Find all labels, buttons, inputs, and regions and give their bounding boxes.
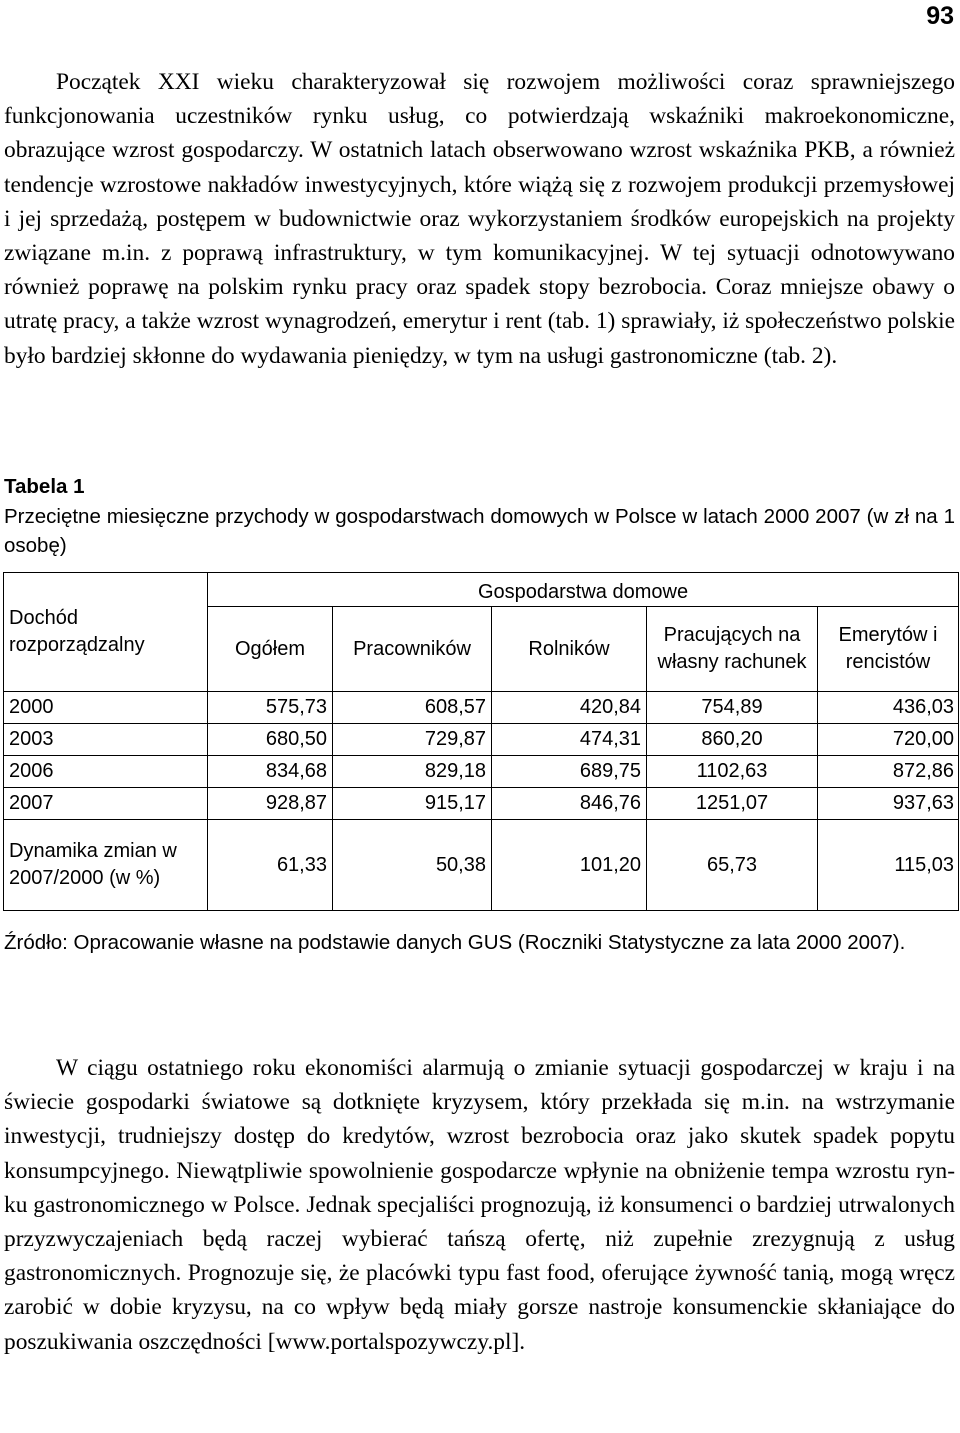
dynamics-row [4, 820, 959, 911]
header-income: Dochód rozporządzalny [9, 607, 145, 656]
table-cell: 937,63 [818, 788, 959, 820]
table-row [4, 788, 959, 820]
column-header: Pracowników [333, 607, 492, 692]
table-cell: 754,89 [647, 692, 818, 724]
table-cell: 50,38 [333, 820, 492, 911]
table-cell: 65,73 [647, 820, 818, 911]
row-label: 2007 [4, 788, 208, 820]
table-cell: 115,03 [818, 820, 959, 911]
table-cell: 101,20 [492, 820, 647, 911]
table-cell: 474,31 [492, 724, 647, 756]
table-cell: 928,87 [208, 788, 333, 820]
table-cell: 689,75 [492, 756, 647, 788]
table-cell: 608,57 [333, 692, 492, 724]
table-label: Tabela 1 [4, 475, 85, 498]
header-income-cell [4, 573, 208, 692]
table-cell: 1251,07 [647, 788, 818, 820]
table-row [4, 692, 959, 724]
table-cell: 720,00 [818, 724, 959, 756]
table-cell: 729,87 [333, 724, 492, 756]
table-cell: 860,20 [647, 724, 818, 756]
table-cell: 61,33 [208, 820, 333, 911]
table-cell: 436,03 [818, 692, 959, 724]
table-title: Przeciętne miesięczne przychody w gospodarstwach domowych w Polsce w latach 2000 2007 (w zł na 1 osobę) [4, 505, 955, 557]
row-label: Dynamika zmian w 2007/2000 (w %) [4, 820, 208, 911]
table-cell: 829,18 [333, 756, 492, 788]
header-group: Gospodarstwa domowe [477, 581, 689, 603]
table-cell: 915,17 [333, 788, 492, 820]
table-row [4, 756, 959, 788]
table-cell: 1102,63 [647, 756, 818, 788]
income-table [3, 572, 959, 911]
table-cell: 420,84 [492, 692, 647, 724]
table-cell: 680,50 [208, 724, 333, 756]
header-group-cell [208, 573, 959, 607]
table-cell: 834,68 [208, 756, 333, 788]
column-header: Pracujących na własny rachunek [647, 607, 818, 692]
row-label: 2003 [4, 724, 208, 756]
column-header: Emerytów i rencistów [818, 607, 959, 692]
column-header: Ogółem [208, 607, 333, 692]
page-number: 93 [926, 2, 954, 30]
table-source: Źródło: Opracowanie własne na podstawie danych GUS (Roczniki Statystyczne za lata 2000 2007). [4, 931, 906, 954]
row-label: 2006 [4, 756, 208, 788]
table-row [4, 724, 959, 756]
table-cell: 575,73 [208, 692, 333, 724]
column-header: Rolników [492, 607, 647, 692]
body-paragraph-2: W ciągu ostatniego roku ekonomiści alarmują o zmianie sytuacji gospodarczej w kraju i na świecie gospodarki światowe są dotknięte kryzysem, który przekłada się m.in. na wstrzymanie inwestycji, trudniejszy dostęp do kredytów, wzrost bezrobocia oraz jako skutek spadek popytu konsumpcyjnego. Niewątpliwie spowolnienie gospodarcze wpłynie na obniżenie tempa wzrostu rynku gastronomicznego w Polsce. Jednak specjaliści prognozują, iż konsumenci o bardziej utrwalonych przyzwyczajeniach będą raczej wybierać tańszą ofertę, niż zupełnie zrezygnują z usług gastronomicznych. Prognozuje się, że placówki typu fast food, oferujące żywność tanią, mogą wręcz zarobić w dobie kryzysu, na co wpływ będą miały gorsze nastroje konsumenckie skłaniające do poszukiwania oszczędności [www.portalspozywczy.pl]. [4, 1055, 955, 1355]
row-label: 2000 [4, 692, 208, 724]
table-cell: 846,76 [492, 788, 647, 820]
table-cell: 872,86 [818, 756, 959, 788]
body-paragraph-1: Początek XXI wieku charakteryzował się rozwojem możliwości coraz sprawniejszego funkcjonowania uczestników rynku usług, co potwierdzają wskaźniki makroekonomiczne, obrazujące wzrost gospodarczy. W ostatnich latach obserwowano wzrost wskaźnika PKB, a również tendencje wzrostowe nakładów inwestycyjnych, które wiążą się z rozwojem produkcji przemysłowej i jej sprzedażą, postępem w budownictwie oraz wykorzystaniem środków europejskich na projekty związane m.in. z poprawą infrastruktury, w tym komunikacyjnej. W tej sytuacji odnotowywano również poprawę na polskim rynku pracy oraz spadek stopy bezrobocia. Coraz mniejsze obawy o utratę pracy, a także wzrost wynagrodzeń, emerytur i rent (tab. 1) sprawiały, iż społeczeństwo polskie było bardziej skłonne do wydawania pieniędzy, w tym na usługi gastronomiczne (tab. 2). [4, 69, 955, 369]
